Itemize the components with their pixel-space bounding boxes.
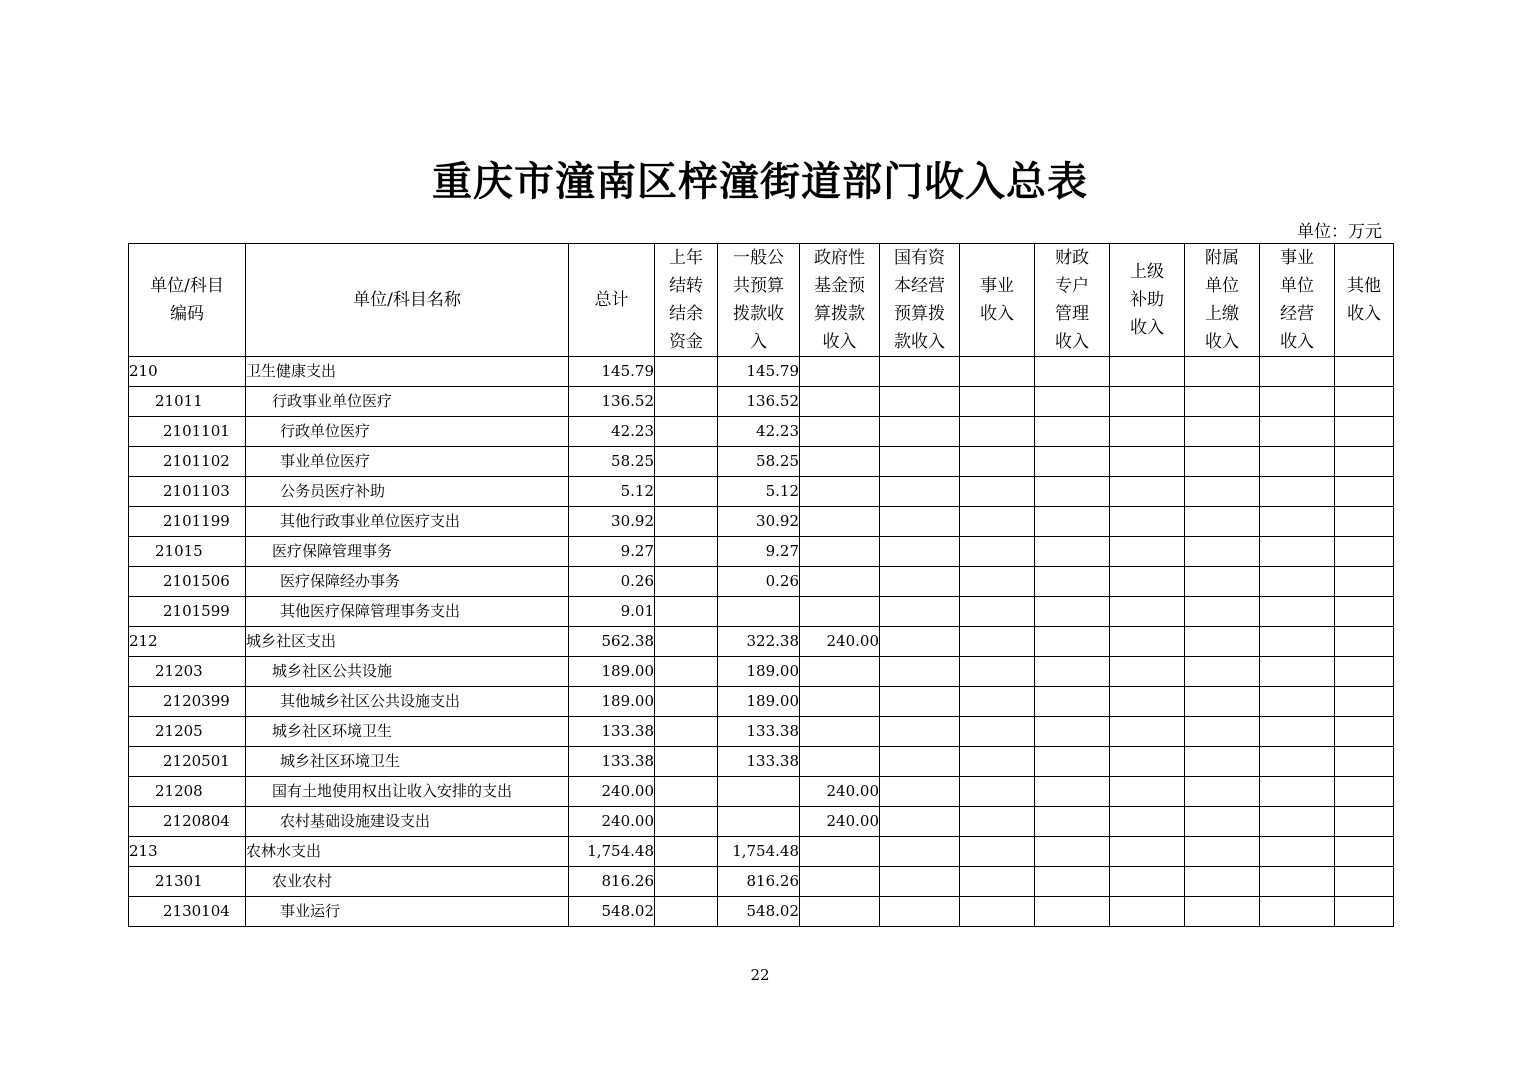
page-title: 重庆市潼南区梓潼街道部门收入总表 <box>432 158 1088 205</box>
cell-general-budget <box>718 777 800 807</box>
cell-business-income <box>960 867 1035 897</box>
table-row <box>129 597 1394 627</box>
cell-other-income <box>1335 837 1394 867</box>
cell-total: 189.00 <box>569 657 655 687</box>
cell-general-budget: 322.38 <box>718 627 800 657</box>
cell-total: 9.27 <box>569 537 655 567</box>
cell-state-capital <box>880 507 960 537</box>
cell-name: 行政单位医疗 <box>246 417 569 447</box>
cell-general-budget: 816.26 <box>718 867 800 897</box>
cell-other-income <box>1335 807 1394 837</box>
cell-carryover <box>655 807 718 837</box>
cell-business-operation <box>1260 447 1335 477</box>
cell-name: 农林水支出 <box>246 837 569 867</box>
cell-affiliated-unit <box>1185 447 1260 477</box>
cell-affiliated-unit <box>1185 387 1260 417</box>
cell-total: 189.00 <box>569 687 655 717</box>
header-carryover: 上年结转结余资金 <box>655 244 718 357</box>
cell-business-income <box>960 537 1035 567</box>
cell-other-income <box>1335 627 1394 657</box>
cell-state-capital <box>880 687 960 717</box>
header-general-budget: 一般公共预算拨款收入 <box>718 244 800 357</box>
cell-business-operation <box>1260 477 1335 507</box>
cell-code: 2101199 <box>129 507 246 537</box>
cell-total: 5.12 <box>569 477 655 507</box>
cell-name: 医疗保障经办事务 <box>246 567 569 597</box>
header-total: 总计 <box>569 244 655 357</box>
cell-superior-subsidy <box>1110 357 1185 387</box>
table-row <box>129 807 1394 837</box>
cell-gov-fund <box>800 717 880 747</box>
cell-other-income <box>1335 867 1394 897</box>
cell-other-income <box>1335 537 1394 567</box>
cell-code: 21203 <box>129 657 246 687</box>
table-row <box>129 777 1394 807</box>
header-business-income: 事业收入 <box>960 244 1035 357</box>
cell-gov-fund <box>800 387 880 417</box>
table-row <box>129 897 1394 927</box>
cell-business-operation <box>1260 417 1335 447</box>
cell-name: 城乡社区支出 <box>246 627 569 657</box>
table-row <box>129 387 1394 417</box>
cell-fiscal-special <box>1035 747 1110 777</box>
cell-superior-subsidy <box>1110 717 1185 747</box>
cell-name: 事业运行 <box>246 897 569 927</box>
cell-business-operation <box>1260 897 1335 927</box>
cell-business-income <box>960 807 1035 837</box>
cell-other-income <box>1335 507 1394 537</box>
cell-affiliated-unit <box>1185 537 1260 567</box>
table-row <box>129 747 1394 777</box>
table-body <box>129 357 1394 927</box>
cell-affiliated-unit <box>1185 717 1260 747</box>
cell-gov-fund <box>800 507 880 537</box>
cell-carryover <box>655 897 718 927</box>
cell-total: 0.26 <box>569 567 655 597</box>
table-row <box>129 447 1394 477</box>
cell-superior-subsidy <box>1110 537 1185 567</box>
cell-superior-subsidy <box>1110 657 1185 687</box>
cell-superior-subsidy <box>1110 897 1185 927</box>
cell-general-budget <box>718 807 800 837</box>
cell-business-operation <box>1260 837 1335 867</box>
cell-business-income <box>960 417 1035 447</box>
cell-state-capital <box>880 837 960 867</box>
cell-fiscal-special <box>1035 837 1110 867</box>
cell-state-capital <box>880 897 960 927</box>
cell-business-operation <box>1260 597 1335 627</box>
cell-carryover <box>655 627 718 657</box>
cell-business-income <box>960 837 1035 867</box>
cell-general-budget: 189.00 <box>718 687 800 717</box>
cell-carryover <box>655 657 718 687</box>
cell-other-income <box>1335 387 1394 417</box>
cell-superior-subsidy <box>1110 807 1185 837</box>
cell-gov-fund <box>800 897 880 927</box>
cell-name: 卫生健康支出 <box>246 357 569 387</box>
table-row <box>129 837 1394 867</box>
cell-business-operation <box>1260 537 1335 567</box>
header-state-capital: 国有资本经营预算拨款收入 <box>880 244 960 357</box>
cell-carryover <box>655 357 718 387</box>
cell-total: 42.23 <box>569 417 655 447</box>
cell-carryover <box>655 777 718 807</box>
cell-business-operation <box>1260 777 1335 807</box>
cell-name: 城乡社区环境卫生 <box>246 717 569 747</box>
cell-other-income <box>1335 897 1394 927</box>
cell-other-income <box>1335 597 1394 627</box>
cell-code: 21208 <box>129 777 246 807</box>
header-superior-subsidy: 上级补助收入 <box>1110 244 1185 357</box>
cell-carryover <box>655 837 718 867</box>
cell-fiscal-special <box>1035 897 1110 927</box>
cell-affiliated-unit <box>1185 507 1260 537</box>
cell-carryover <box>655 687 718 717</box>
unit-label: 单位：万元 <box>1297 222 1382 242</box>
table-row <box>129 627 1394 657</box>
cell-carryover <box>655 717 718 747</box>
cell-state-capital <box>880 777 960 807</box>
cell-superior-subsidy <box>1110 567 1185 597</box>
cell-gov-fund <box>800 447 880 477</box>
cell-code: 210 <box>129 357 246 387</box>
cell-state-capital <box>880 477 960 507</box>
cell-affiliated-unit <box>1185 627 1260 657</box>
header-code: 单位/科目编码 <box>129 244 246 357</box>
table-row <box>129 507 1394 537</box>
header-gov-fund: 政府性基金预算拨款收入 <box>800 244 880 357</box>
cell-name: 农业农村 <box>246 867 569 897</box>
cell-code: 2101101 <box>129 417 246 447</box>
cell-gov-fund <box>800 357 880 387</box>
cell-gov-fund <box>800 867 880 897</box>
cell-superior-subsidy <box>1110 447 1185 477</box>
cell-business-income <box>960 507 1035 537</box>
cell-business-income <box>960 597 1035 627</box>
cell-fiscal-special <box>1035 807 1110 837</box>
cell-superior-subsidy <box>1110 627 1185 657</box>
cell-name: 其他行政事业单位医疗支出 <box>246 507 569 537</box>
cell-name: 其他城乡社区公共设施支出 <box>246 687 569 717</box>
cell-general-budget: 136.52 <box>718 387 800 417</box>
cell-gov-fund <box>800 837 880 867</box>
cell-general-budget: 0.26 <box>718 567 800 597</box>
cell-superior-subsidy <box>1110 687 1185 717</box>
cell-business-operation <box>1260 567 1335 597</box>
header-fiscal-special: 财政专户管理收入 <box>1035 244 1110 357</box>
cell-fiscal-special <box>1035 357 1110 387</box>
cell-general-budget: 9.27 <box>718 537 800 567</box>
cell-fiscal-special <box>1035 507 1110 537</box>
cell-gov-fund: 240.00 <box>800 777 880 807</box>
cell-superior-subsidy <box>1110 777 1185 807</box>
cell-total: 240.00 <box>569 807 655 837</box>
cell-name: 国有土地使用权出让收入安排的支出 <box>246 777 569 807</box>
cell-fiscal-special <box>1035 657 1110 687</box>
cell-state-capital <box>880 357 960 387</box>
cell-business-operation <box>1260 807 1335 837</box>
cell-code: 2120399 <box>129 687 246 717</box>
cell-affiliated-unit <box>1185 897 1260 927</box>
cell-gov-fund <box>800 597 880 627</box>
cell-name: 事业单位医疗 <box>246 447 569 477</box>
cell-affiliated-unit <box>1185 417 1260 447</box>
cell-state-capital <box>880 387 960 417</box>
cell-gov-fund <box>800 657 880 687</box>
cell-total: 548.02 <box>569 897 655 927</box>
cell-state-capital <box>880 567 960 597</box>
cell-total: 136.52 <box>569 387 655 417</box>
table-row <box>129 417 1394 447</box>
table-row <box>129 357 1394 387</box>
cell-business-income <box>960 567 1035 597</box>
cell-business-income <box>960 357 1035 387</box>
cell-fiscal-special <box>1035 417 1110 447</box>
cell-name: 公务员医疗补助 <box>246 477 569 507</box>
cell-affiliated-unit <box>1185 477 1260 507</box>
cell-general-budget: 133.38 <box>718 717 800 747</box>
cell-total: 133.38 <box>569 747 655 777</box>
cell-general-budget: 189.00 <box>718 657 800 687</box>
cell-name: 城乡社区环境卫生 <box>246 747 569 777</box>
cell-general-budget: 30.92 <box>718 507 800 537</box>
cell-affiliated-unit <box>1185 567 1260 597</box>
cell-superior-subsidy <box>1110 417 1185 447</box>
page-number: 22 <box>750 966 770 984</box>
cell-code: 2101103 <box>129 477 246 507</box>
cell-fiscal-special <box>1035 567 1110 597</box>
cell-code: 212 <box>129 627 246 657</box>
cell-business-operation <box>1260 627 1335 657</box>
cell-code: 21205 <box>129 717 246 747</box>
cell-fiscal-special <box>1035 537 1110 567</box>
cell-other-income <box>1335 357 1394 387</box>
cell-superior-subsidy <box>1110 477 1185 507</box>
cell-business-operation <box>1260 687 1335 717</box>
cell-name: 城乡社区公共设施 <box>246 657 569 687</box>
table-row <box>129 657 1394 687</box>
cell-carryover <box>655 417 718 447</box>
cell-total: 145.79 <box>569 357 655 387</box>
cell-carryover <box>655 537 718 567</box>
cell-general-budget: 145.79 <box>718 357 800 387</box>
table-row <box>129 567 1394 597</box>
cell-state-capital <box>880 417 960 447</box>
cell-affiliated-unit <box>1185 357 1260 387</box>
cell-code: 21015 <box>129 537 246 567</box>
cell-state-capital <box>880 597 960 627</box>
cell-name: 其他医疗保障管理事务支出 <box>246 597 569 627</box>
cell-state-capital <box>880 717 960 747</box>
cell-affiliated-unit <box>1185 747 1260 777</box>
cell-business-operation <box>1260 747 1335 777</box>
cell-gov-fund <box>800 687 880 717</box>
cell-code: 2101102 <box>129 447 246 477</box>
cell-affiliated-unit <box>1185 867 1260 897</box>
cell-business-operation <box>1260 357 1335 387</box>
cell-code: 2120804 <box>129 807 246 837</box>
cell-business-income <box>960 687 1035 717</box>
cell-fiscal-special <box>1035 777 1110 807</box>
cell-business-income <box>960 477 1035 507</box>
cell-fiscal-special <box>1035 627 1110 657</box>
header-other-income: 其他收入 <box>1335 244 1394 357</box>
cell-code: 2120501 <box>129 747 246 777</box>
cell-other-income <box>1335 657 1394 687</box>
cell-total: 240.00 <box>569 777 655 807</box>
cell-carryover <box>655 747 718 777</box>
cell-business-operation <box>1260 657 1335 687</box>
cell-affiliated-unit <box>1185 807 1260 837</box>
cell-gov-fund <box>800 477 880 507</box>
cell-other-income <box>1335 567 1394 597</box>
cell-other-income <box>1335 777 1394 807</box>
cell-superior-subsidy <box>1110 837 1185 867</box>
cell-business-income <box>960 447 1035 477</box>
cell-superior-subsidy <box>1110 597 1185 627</box>
cell-carryover <box>655 597 718 627</box>
cell-affiliated-unit <box>1185 837 1260 867</box>
cell-state-capital <box>880 537 960 567</box>
cell-total: 816.26 <box>569 867 655 897</box>
cell-fiscal-special <box>1035 597 1110 627</box>
cell-total: 58.25 <box>569 447 655 477</box>
cell-code: 21011 <box>129 387 246 417</box>
cell-affiliated-unit <box>1185 777 1260 807</box>
cell-code: 2130104 <box>129 897 246 927</box>
table-row <box>129 477 1394 507</box>
cell-business-operation <box>1260 387 1335 417</box>
cell-fiscal-special <box>1035 447 1110 477</box>
cell-superior-subsidy <box>1110 867 1185 897</box>
cell-business-income <box>960 897 1035 927</box>
cell-general-budget: 1,754.48 <box>718 837 800 867</box>
table-row <box>129 687 1394 717</box>
cell-carryover <box>655 507 718 537</box>
cell-business-income <box>960 717 1035 747</box>
cell-state-capital <box>880 747 960 777</box>
cell-superior-subsidy <box>1110 507 1185 537</box>
cell-other-income <box>1335 447 1394 477</box>
cell-affiliated-unit <box>1185 657 1260 687</box>
cell-business-operation <box>1260 867 1335 897</box>
cell-code: 213 <box>129 837 246 867</box>
cell-state-capital <box>880 447 960 477</box>
cell-affiliated-unit <box>1185 597 1260 627</box>
cell-state-capital <box>880 807 960 837</box>
cell-general-budget: 133.38 <box>718 747 800 777</box>
cell-state-capital <box>880 867 960 897</box>
cell-superior-subsidy <box>1110 747 1185 777</box>
table-row <box>129 867 1394 897</box>
cell-general-budget: 5.12 <box>718 477 800 507</box>
cell-carryover <box>655 477 718 507</box>
cell-other-income <box>1335 747 1394 777</box>
cell-business-income <box>960 627 1035 657</box>
table-row <box>129 717 1394 747</box>
cell-total: 562.38 <box>569 627 655 657</box>
cell-carryover <box>655 867 718 897</box>
cell-fiscal-special <box>1035 867 1110 897</box>
cell-carryover <box>655 447 718 477</box>
income-summary-table <box>128 243 1394 927</box>
cell-total: 133.38 <box>569 717 655 747</box>
cell-other-income <box>1335 417 1394 447</box>
cell-gov-fund <box>800 417 880 447</box>
cell-total: 1,754.48 <box>569 837 655 867</box>
cell-code: 2101506 <box>129 567 246 597</box>
cell-business-operation <box>1260 717 1335 747</box>
cell-total: 30.92 <box>569 507 655 537</box>
cell-business-income <box>960 387 1035 417</box>
cell-state-capital <box>880 657 960 687</box>
cell-business-operation <box>1260 507 1335 537</box>
header-affiliated-unit: 附属单位上缴收入 <box>1185 244 1260 357</box>
cell-name: 农村基础设施建设支出 <box>246 807 569 837</box>
cell-gov-fund <box>800 747 880 777</box>
cell-carryover <box>655 387 718 417</box>
cell-general-budget <box>718 597 800 627</box>
cell-general-budget: 42.23 <box>718 417 800 447</box>
cell-general-budget: 58.25 <box>718 447 800 477</box>
cell-name: 行政事业单位医疗 <box>246 387 569 417</box>
cell-other-income <box>1335 717 1394 747</box>
cell-fiscal-special <box>1035 717 1110 747</box>
cell-business-income <box>960 777 1035 807</box>
cell-gov-fund <box>800 537 880 567</box>
cell-code: 2101599 <box>129 597 246 627</box>
cell-gov-fund <box>800 567 880 597</box>
cell-fiscal-special <box>1035 387 1110 417</box>
cell-business-income <box>960 657 1035 687</box>
header-business-operation: 事业单位经营收入 <box>1260 244 1335 357</box>
cell-business-income <box>960 747 1035 777</box>
cell-other-income <box>1335 477 1394 507</box>
cell-name: 医疗保障管理事务 <box>246 537 569 567</box>
cell-carryover <box>655 567 718 597</box>
cell-other-income <box>1335 687 1394 717</box>
cell-fiscal-special <box>1035 687 1110 717</box>
cell-gov-fund: 240.00 <box>800 627 880 657</box>
header-name: 单位/科目名称 <box>246 244 569 357</box>
table-row <box>129 537 1394 567</box>
cell-gov-fund: 240.00 <box>800 807 880 837</box>
cell-code: 21301 <box>129 867 246 897</box>
cell-general-budget: 548.02 <box>718 897 800 927</box>
cell-state-capital <box>880 627 960 657</box>
table-header-row <box>129 244 1394 357</box>
cell-fiscal-special <box>1035 477 1110 507</box>
cell-superior-subsidy <box>1110 387 1185 417</box>
cell-affiliated-unit <box>1185 687 1260 717</box>
cell-total: 9.01 <box>569 597 655 627</box>
